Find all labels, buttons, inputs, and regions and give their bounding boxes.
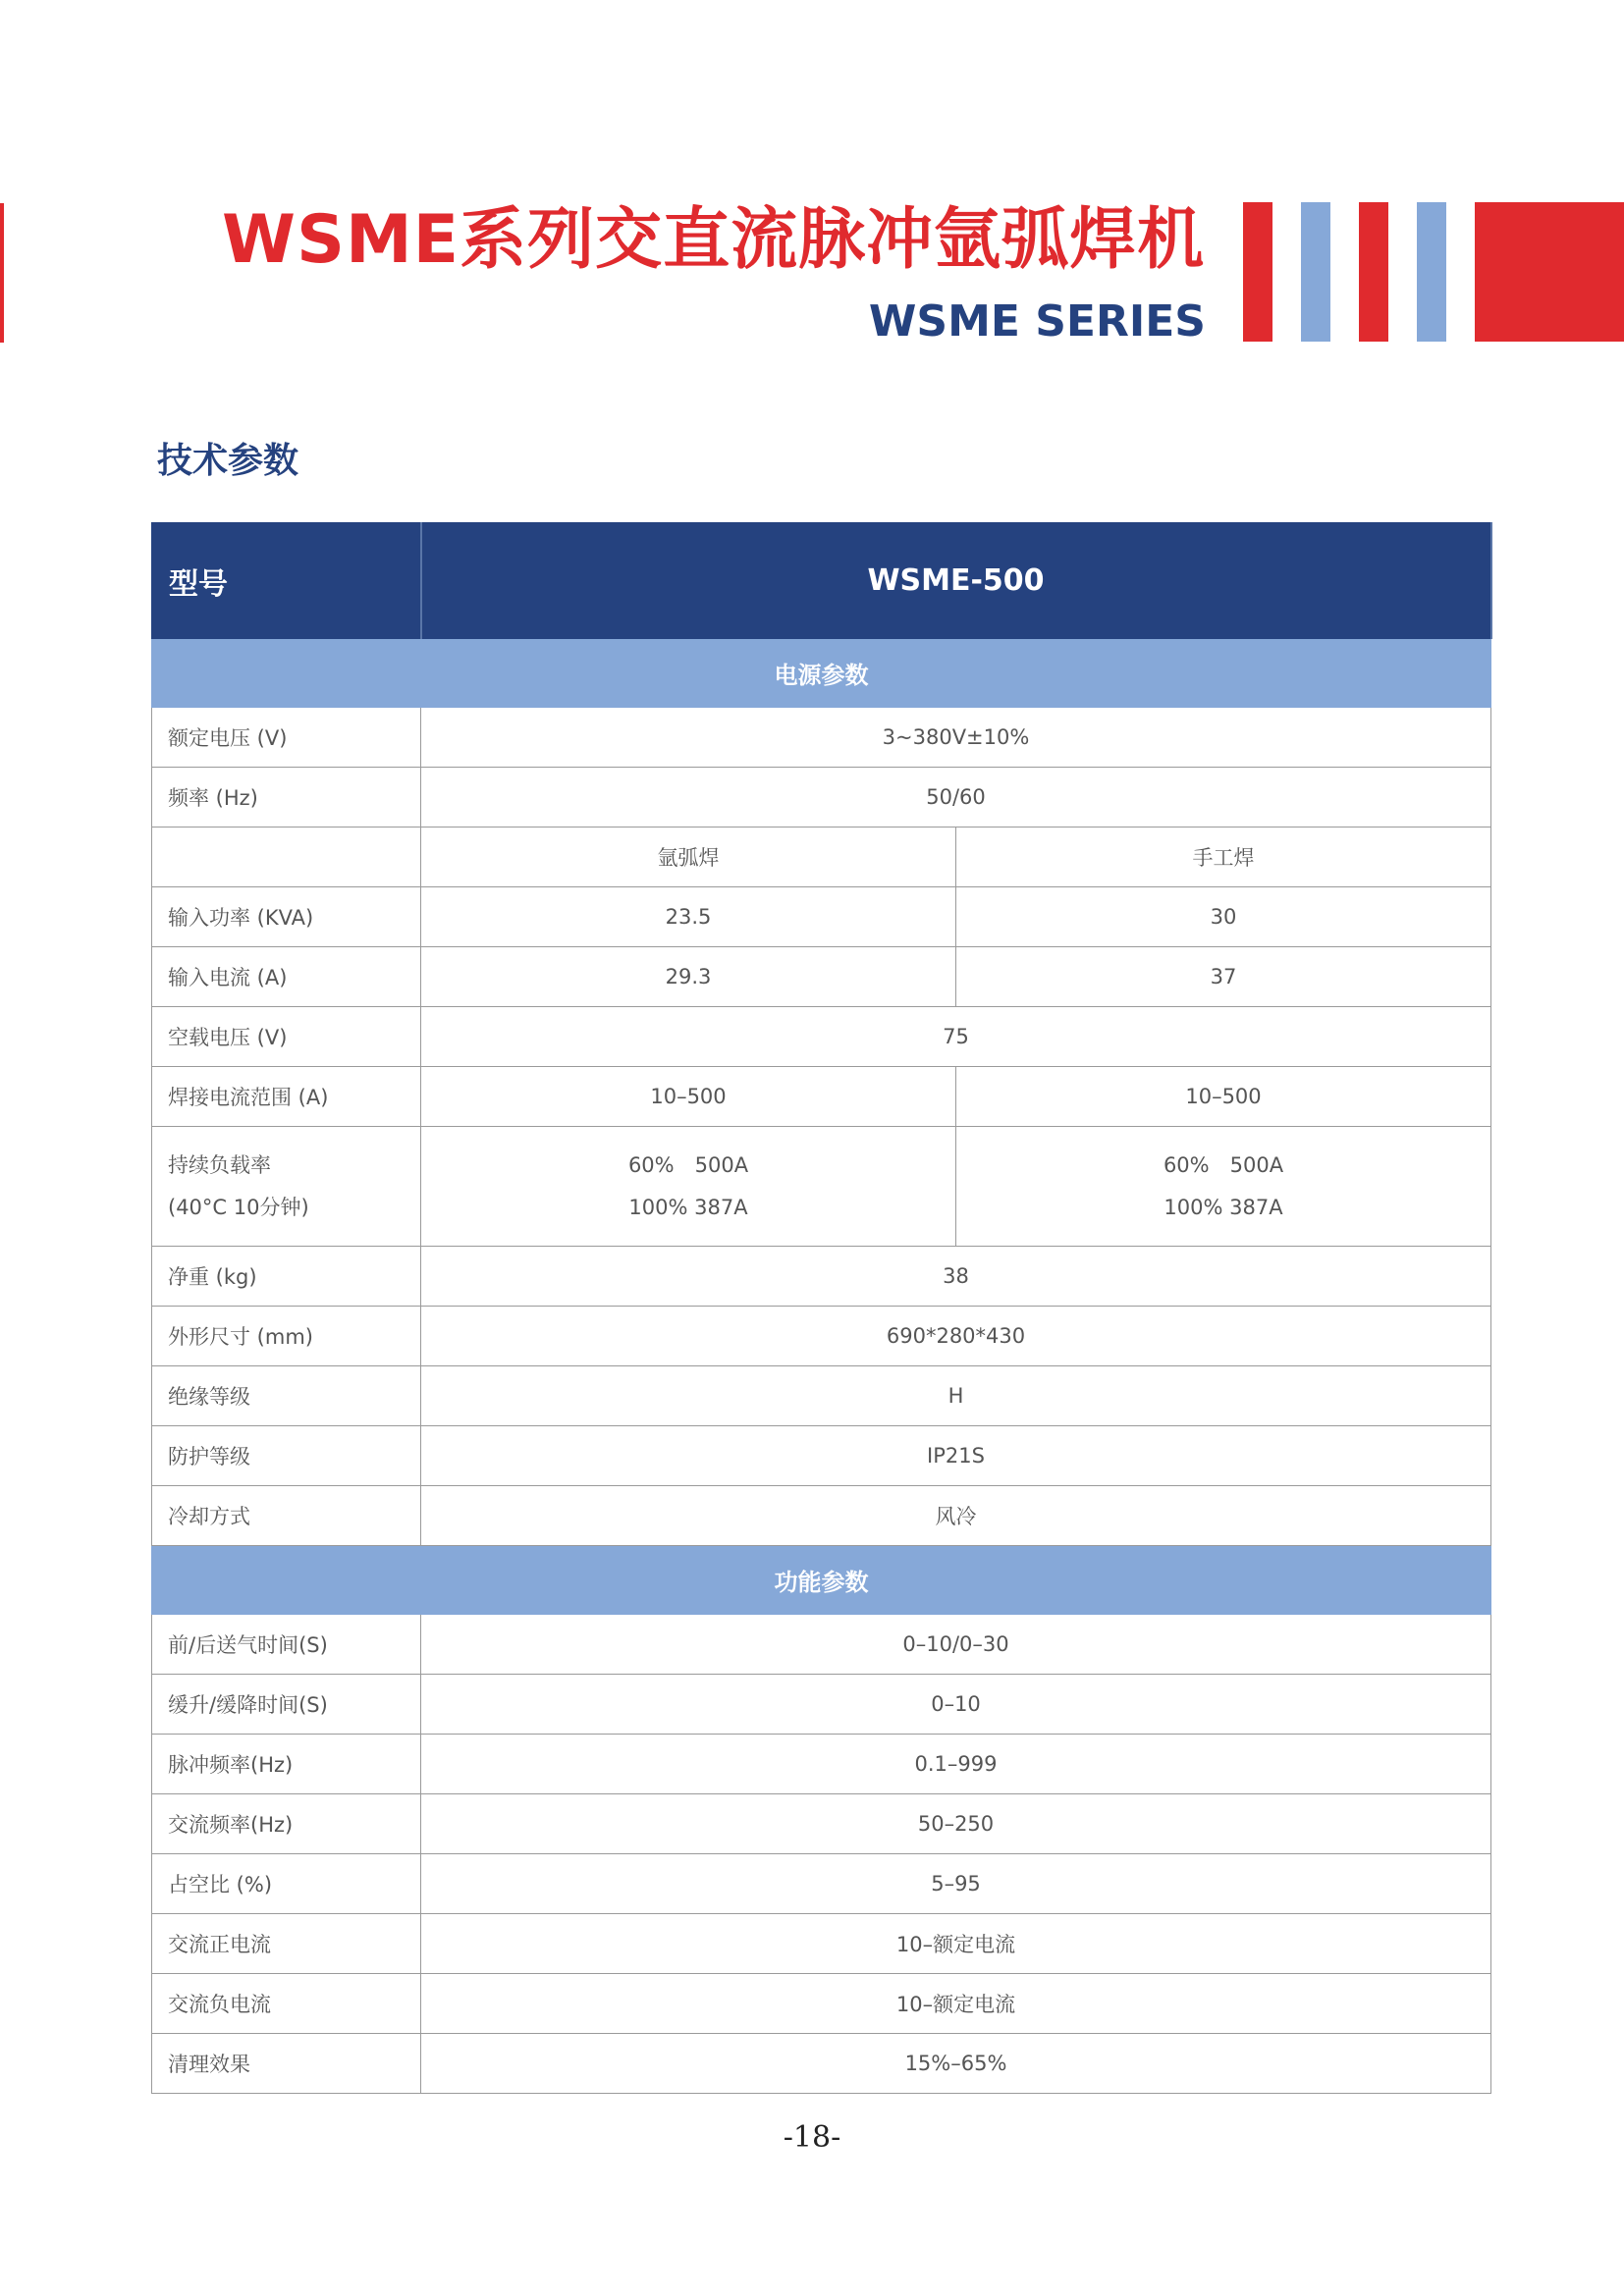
row-label: 占空比 (%) bbox=[152, 1854, 421, 1914]
value-mma: 30 bbox=[956, 887, 1491, 947]
table-row bbox=[152, 1914, 1491, 1974]
value-mma: 10–500 bbox=[956, 1067, 1491, 1127]
value-mma bbox=[956, 1127, 1491, 1247]
row-label bbox=[152, 828, 421, 887]
table-row bbox=[152, 1854, 1491, 1914]
duty-tig-line2: 100% 387A bbox=[628, 1195, 748, 1219]
row-label: 空载电压 (V) bbox=[152, 1007, 421, 1067]
row-value: IP21S bbox=[421, 1426, 1491, 1486]
row-label: 前/后送气时间(S) bbox=[152, 1615, 421, 1675]
table-row bbox=[152, 1735, 1491, 1794]
row-label bbox=[152, 1127, 421, 1247]
row-label: 焊接电流范围 (A) bbox=[152, 1067, 421, 1127]
decor-stripe-red bbox=[1359, 202, 1388, 342]
duty-mma-line1: 60% 500A bbox=[1163, 1152, 1284, 1177]
row-label: 交流负电流 bbox=[152, 1974, 421, 2034]
value-tig: 10–500 bbox=[421, 1067, 956, 1127]
page-title: WSME系列交直流脉冲氩弧焊机 bbox=[222, 201, 1206, 279]
table-row bbox=[152, 1067, 1491, 1127]
row-label: 外形尺寸 (mm) bbox=[152, 1307, 421, 1366]
decor-stripe-blue bbox=[1301, 202, 1330, 342]
model-value: WSME-500 bbox=[421, 523, 1491, 639]
value-tig: 23.5 bbox=[421, 887, 956, 947]
mode-tig: 氩弧焊 bbox=[421, 828, 956, 887]
row-label: 频率 (Hz) bbox=[152, 768, 421, 828]
function-section-title: 功能参数 bbox=[152, 1546, 1491, 1615]
value-tig bbox=[421, 1127, 956, 1247]
table-row bbox=[152, 1247, 1491, 1307]
row-value: 10–额定电流 bbox=[421, 1974, 1491, 2034]
model-label: 型号 bbox=[152, 523, 421, 639]
table-row bbox=[152, 947, 1491, 1007]
duty-label-line1: 持续负载率 bbox=[168, 1152, 271, 1177]
duty-mma-line2: 100% 387A bbox=[1164, 1195, 1283, 1219]
row-value: 0.1–999 bbox=[421, 1735, 1491, 1794]
row-value: 0–10/0–30 bbox=[421, 1615, 1491, 1675]
page-number: -18- bbox=[783, 2120, 841, 2155]
row-value: 风冷 bbox=[421, 1486, 1491, 1546]
decor-stripe-red bbox=[1243, 202, 1272, 342]
table-row bbox=[152, 1794, 1491, 1854]
mode-mma: 手工焊 bbox=[956, 828, 1491, 887]
table-row-duty-cycle bbox=[152, 1127, 1491, 1247]
row-value: 690*280*430 bbox=[421, 1307, 1491, 1366]
row-label: 输入电流 (A) bbox=[152, 947, 421, 1007]
row-label: 防护等级 bbox=[152, 1426, 421, 1486]
page-edge-mark bbox=[0, 203, 4, 343]
section-heading: 技术参数 bbox=[157, 441, 299, 481]
row-value: 75 bbox=[421, 1007, 1491, 1067]
table-row bbox=[152, 887, 1491, 947]
section-row-function bbox=[152, 1546, 1491, 1615]
table-row bbox=[152, 1307, 1491, 1366]
row-value: 50–250 bbox=[421, 1794, 1491, 1854]
row-value: H bbox=[421, 1366, 1491, 1426]
table-row bbox=[152, 1366, 1491, 1426]
table-row bbox=[152, 1007, 1491, 1067]
row-label: 额定电压 (V) bbox=[152, 708, 421, 768]
row-label: 交流正电流 bbox=[152, 1914, 421, 1974]
decor-block-red bbox=[1475, 202, 1624, 342]
row-label: 缓升/缓降时间(S) bbox=[152, 1675, 421, 1735]
table-row bbox=[152, 768, 1491, 828]
row-label: 脉冲频率(Hz) bbox=[152, 1735, 421, 1794]
table-row bbox=[152, 2034, 1491, 2094]
row-value: 15%–65% bbox=[421, 2034, 1491, 2094]
series-subtitle: WSME SERIES bbox=[868, 296, 1206, 347]
row-label: 输入功率 (KVA) bbox=[152, 887, 421, 947]
section-row-power bbox=[152, 639, 1491, 708]
duty-tig-line1: 60% 500A bbox=[627, 1152, 749, 1177]
row-label: 净重 (kg) bbox=[152, 1247, 421, 1307]
row-value: 3~380V±10% bbox=[421, 708, 1491, 768]
row-value: 5–95 bbox=[421, 1854, 1491, 1914]
power-section-title: 电源参数 bbox=[152, 639, 1491, 708]
row-label: 绝缘等级 bbox=[152, 1366, 421, 1426]
duty-label-line2: (40°C 10分钟) bbox=[168, 1195, 309, 1219]
decor-stripe-blue bbox=[1417, 202, 1446, 342]
table-row bbox=[152, 1426, 1491, 1486]
table-row-modes bbox=[152, 828, 1491, 887]
table-row bbox=[152, 1615, 1491, 1675]
row-value: 10–额定电流 bbox=[421, 1914, 1491, 1974]
table-header-row bbox=[152, 523, 1491, 639]
row-value: 38 bbox=[421, 1247, 1491, 1307]
table-row bbox=[152, 1486, 1491, 1546]
value-mma: 37 bbox=[956, 947, 1491, 1007]
row-label: 清理效果 bbox=[152, 2034, 421, 2094]
row-value: 0–10 bbox=[421, 1675, 1491, 1735]
table-row bbox=[152, 708, 1491, 768]
spec-table bbox=[151, 522, 1492, 2094]
value-tig: 29.3 bbox=[421, 947, 956, 1007]
row-label: 交流频率(Hz) bbox=[152, 1794, 421, 1854]
row-label: 冷却方式 bbox=[152, 1486, 421, 1546]
table-row bbox=[152, 1974, 1491, 2034]
table-row bbox=[152, 1675, 1491, 1735]
row-value: 50/60 bbox=[421, 768, 1491, 828]
